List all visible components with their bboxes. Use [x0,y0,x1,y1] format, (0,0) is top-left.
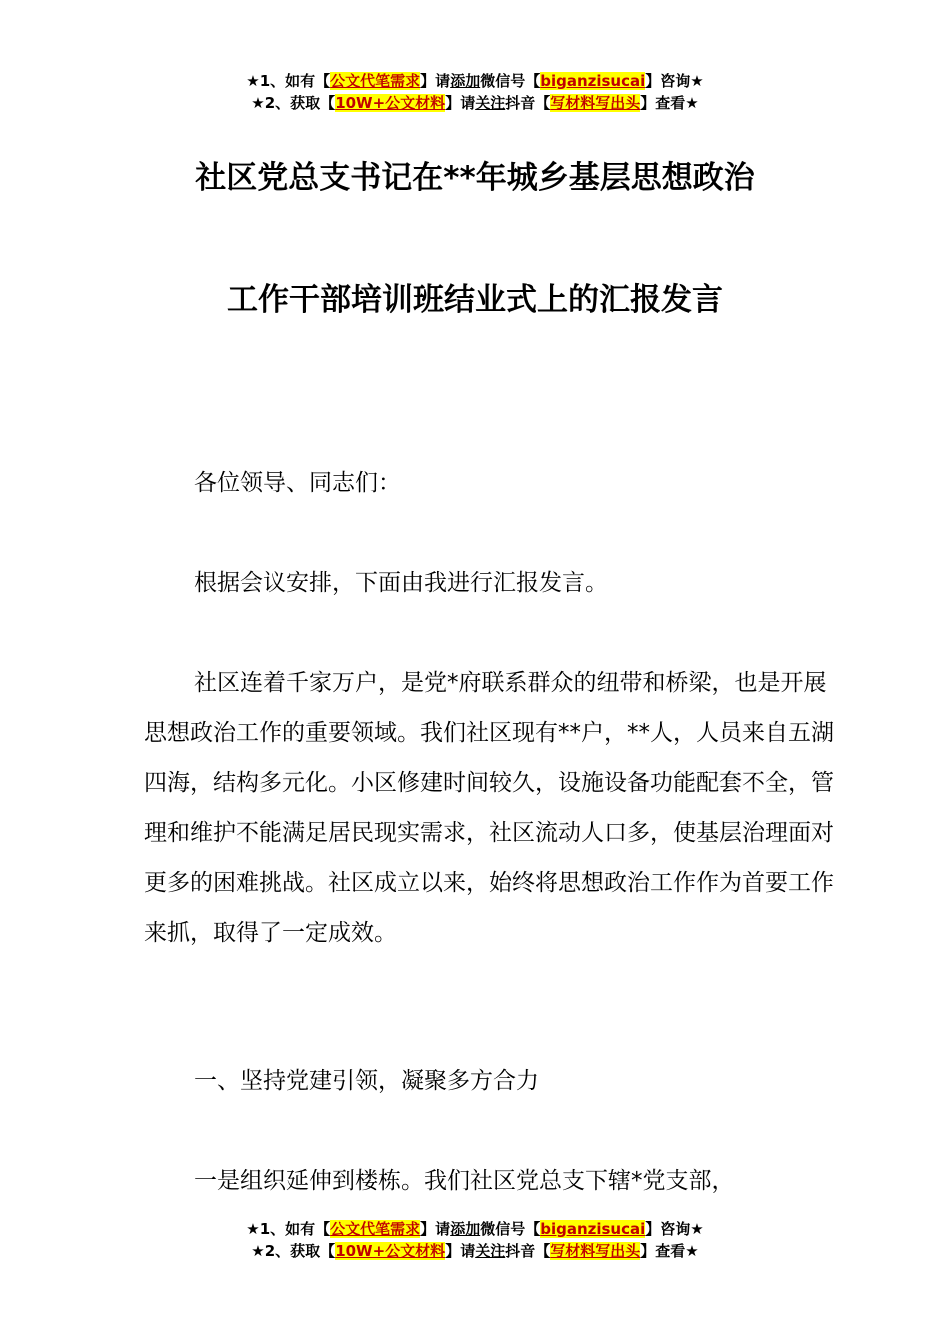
ad-text: 】查看★ [640,94,699,112]
footer-ad-line-1 [0,1218,950,1240]
ad-text: 微信号【 [480,1220,541,1238]
ad-text: 】请 [420,1220,451,1238]
ad-text: 微信号【 [480,72,541,90]
paragraph-2: 社区连着千家万户，是党*府联系群众的纽带和桥梁，也是开展思想政治工作的重要领域。我们社区现有**户，**人，人员来自五湖四海，结构多元化。小区修建时间较久，设施设备功能配套不全，管理和维护不能满足居民现实需求，社区流动人口多，使基层治理面对更多的困难挑战。社区成立以来，始终将思想政治工作作为首要工作来抓，取得了一定成效。 [144,670,834,946]
ad-highlight: 10W+公文材料 [335,1242,446,1260]
ad-highlight: 公文代笔需求 [330,72,421,90]
paragraph-3: 一是组织延伸到楼栋。我们社区党总支下辖*党支部， [194,1168,735,1194]
ad-wechat-id: biganzisucai [540,1220,646,1238]
ad-text: 抖音【 [505,94,551,112]
section-heading-1: 一、坚持党建引领，凝聚多方合力 [194,1068,539,1094]
salutation: 各位领导、同志们： [194,470,401,496]
ad-text: 抖音【 [505,1242,551,1260]
ad-highlight: 写材料写出头 [550,1242,641,1260]
ad-text: 】请 [420,72,451,90]
ad-text: ★2、获取【 [251,1242,336,1260]
header-ad-line-2 [0,92,950,114]
ad-highlight: 公文代笔需求 [330,1220,421,1238]
ad-highlight: 10W+公文材料 [335,94,446,112]
footer-ad-line-2 [0,1240,950,1262]
document-title-line-1: 社区党总支书记在**年城乡基层思想政治 [195,160,755,196]
ad-underline: 添加 [450,1220,481,1238]
ad-text: 】查看★ [640,1242,699,1260]
ad-highlight: 写材料写出头 [550,94,641,112]
header-ad [0,70,950,114]
footer-ad [0,1218,950,1262]
ad-text: 】请 [445,1242,476,1260]
paragraph-1: 根据会议安排，下面由我进行汇报发言。 [194,570,608,596]
ad-underline: 关注 [475,94,506,112]
ad-text: ★2、获取【 [251,94,336,112]
ad-text: 】请 [445,94,476,112]
header-ad-line-1 [0,70,950,92]
ad-text: 】咨询★ [645,72,704,90]
ad-text: ★1、如有【 [246,72,331,90]
ad-wechat-id: biganzisucai [540,72,646,90]
document-title-line-2: 工作干部培训班结业式上的汇报发言 [227,282,723,318]
ad-underline: 添加 [450,72,481,90]
ad-text: 】咨询★ [645,1220,704,1238]
ad-underline: 关注 [475,1242,506,1260]
ad-text: ★1、如有【 [246,1220,331,1238]
